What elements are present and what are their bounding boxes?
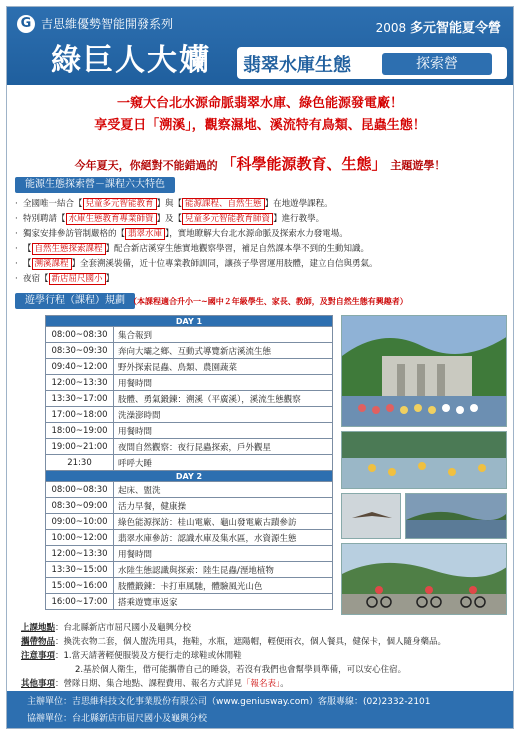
schedule-time: 21:30	[46, 455, 114, 471]
footer	[7, 691, 513, 729]
camp-subtitle-tag: 探索營	[382, 53, 492, 75]
tagline-after: 主題遊學！	[390, 159, 446, 172]
schedule-row	[46, 455, 333, 471]
schedule-activity: 肢體、勇氣鍛鍊：溯溪（平廣溪），溪流生態觀察	[114, 391, 333, 407]
schedule-heading: 遊學行程（課程）規劃	[15, 293, 135, 309]
schedule-row	[46, 546, 333, 562]
camp-subtitle: 翡翠水庫生態	[243, 55, 351, 76]
schedule-time: 13:30~17:00	[46, 391, 114, 407]
camp-year: 2008	[375, 21, 407, 35]
schedule-activity: 呼呼大睡	[114, 455, 333, 471]
venue-note: 上課地點：台北縣新店市屈尺國小及龜興分校	[21, 623, 192, 633]
schedule-row	[46, 423, 333, 439]
schedule-row	[46, 498, 333, 514]
schedule-row	[46, 482, 333, 498]
attention-note: 注意事項：1.當天請著輕便服裝及方便行走的球鞋或休閒鞋	[21, 651, 242, 661]
notes	[21, 621, 509, 691]
camp-year-title	[376, 17, 501, 36]
feature-item: · 獨家安排參訪管制嚴格的【 翡翠水庫 】，實地瞭解大台北水源命脈及探索水力發電場。	[15, 227, 507, 242]
schedule-row	[46, 391, 333, 407]
schedule-time: 19:00~21:00	[46, 439, 114, 455]
schedule-activity: 翡翠水庫參訪：認識水庫及集水區，水資源生態	[114, 530, 333, 546]
slogan-line-2: 享受夏日「溯溪」，觀察濕地、溪流特有鳥類、昆蟲生態！	[94, 118, 426, 133]
schedule-note: （本課程適合升小一~國中２年級學生、家長、教師，及對自然生態有興趣者）	[129, 297, 408, 306]
flyer-header	[7, 7, 513, 85]
features-heading: 能源生態探索營－課程六大特色	[15, 177, 175, 193]
brand-logo-icon: G	[17, 15, 35, 33]
schedule-activity: 用餐時間	[114, 546, 333, 562]
schedule-activity: 野外探索昆蟲、鳥類、農園蔬菜	[114, 359, 333, 375]
series-name: 吉思維優勢智能開發系列	[41, 17, 174, 31]
schedule-row	[46, 439, 333, 455]
slogan	[7, 93, 513, 137]
schedule-time: 08:30~09:30	[46, 343, 114, 359]
dam-water-photo	[405, 493, 507, 539]
schedule-time: 08:00~08:30	[46, 327, 114, 343]
schedule-activity: 肢體鍛鍊：卡打車風馳，體驗風光山色	[114, 578, 333, 594]
feature-item: · 全國唯一結合【 兒童多元智能教育 】與【 能源課程、自然生態 】在地遊學課程。	[15, 197, 507, 212]
schedule-row	[46, 578, 333, 594]
day-header-row	[46, 316, 333, 327]
schedule-activity: 奔向大壩之鄉、互動式導覽新店溪流生態	[114, 343, 333, 359]
slogan-line-1: 一窺大台北水源命脈翡翠水庫、綠色能源發電廠！	[116, 96, 403, 111]
attention-note-2: 2.基於個人衛生，借可能攜帶自己的睡袋，若沒有我們也會幫學員準備，可以安心住宿。	[75, 665, 407, 675]
schedule-activity: 水陸生態認識與探索：陸生昆蟲/溼地植物	[114, 562, 333, 578]
schedule-row	[46, 514, 333, 530]
schedule-row	[46, 407, 333, 423]
schedule-row	[46, 530, 333, 546]
feature-item: · 【 自然生態探索課程 】配合新店溪穿生態實地觀察學習，補足自然課本學不到的生動知識。	[15, 242, 507, 257]
schedule-activity: 起床、盥洗	[114, 482, 333, 498]
schedule-row	[46, 375, 333, 391]
schedule-row	[46, 327, 333, 343]
feature-list	[15, 197, 507, 287]
tagline-highlight: 「科學能源教育、生態」	[221, 155, 387, 173]
schedule-time: 08:00~08:30	[46, 482, 114, 498]
dam-photo	[341, 315, 507, 427]
main-title: 綠巨人大孏	[51, 43, 211, 78]
feature-item: · 【 溯溪課程 】全套溯溪裝備，近十位專業教師訓同，讓孩子學習運用肢體，建立自信與勇氣。	[15, 257, 507, 272]
items-note: 攜帶物品：換洗衣物二套，個人盥洗用具，拖鞋，水瓶，遮陽帽，輕便雨衣，個人餐具，健保卡，個人隨身藥品。	[21, 637, 447, 647]
river-tracing-photo	[341, 431, 507, 489]
schedule-activity: 綠色能源探訪：桂山電廠、龜山發電廠古蹟參訪	[114, 514, 333, 530]
schedule-time: 16:00~17:00	[46, 594, 114, 610]
schedule-activity: 用餐時間	[114, 423, 333, 439]
schedule-activity: 洗澡澎時間	[114, 407, 333, 423]
schedule-time: 09:40~12:00	[46, 359, 114, 375]
schedule-activity: 夜間自然觀察：夜行昆蟲探索，戶外觀星	[114, 439, 333, 455]
schedule-row	[46, 562, 333, 578]
flyer-page	[6, 6, 514, 729]
schedule-time: 15:00~16:00	[46, 578, 114, 594]
schedule-time: 09:00~10:00	[46, 514, 114, 530]
other-note: 其他事項：營隊日期、集合地點、課程費用、報名方式詳見「報名表」。	[21, 679, 289, 689]
schedule-time: 13:30~15:00	[46, 562, 114, 578]
schedule-time: 10:00~12:00	[46, 530, 114, 546]
tagline	[7, 153, 513, 174]
schedule-table	[45, 315, 333, 610]
schedule-row	[46, 343, 333, 359]
schedule-activity: 集合報到	[114, 327, 333, 343]
tagline-before: 今年夏天，你絕對不能錯過的	[74, 159, 218, 172]
camp-name: 多元智能夏令營	[409, 21, 501, 36]
schedule-time: 17:00~18:00	[46, 407, 114, 423]
schedule-time: 18:00~19:00	[46, 423, 114, 439]
bird-photo	[341, 493, 401, 539]
cycling-photo	[341, 543, 507, 615]
schedule-time: 12:00~13:30	[46, 375, 114, 391]
schedule-row	[46, 594, 333, 610]
schedule-activity: 活力早餐，健康操	[114, 498, 333, 514]
organizer-line: 主辦單位：吉思維科技文化事業股份有限公司（www.geniusway.com）客服專線：(02)2332-2101	[27, 697, 431, 707]
schedule-time: 08:30~09:00	[46, 498, 114, 514]
day-label: DAY 1	[46, 316, 333, 327]
feature-item: · 夜宿【 新店屈尺國小 】	[15, 272, 507, 287]
schedule-activity: 搭乘遊覽車返家	[114, 594, 333, 610]
schedule-activity: 用餐時間	[114, 375, 333, 391]
co-organizer-line: 協辦單位：台北縣新店市屈尺國小及龜興分校	[27, 714, 208, 724]
feature-item: · 特別聘請【 水庫生態教育專業師資 】及【 兒童多元智能教育師資 】進行教學。	[15, 212, 507, 227]
day-header-row	[46, 471, 333, 482]
day-label: DAY 2	[46, 471, 333, 482]
schedule-row	[46, 359, 333, 375]
schedule-time: 12:00~13:30	[46, 546, 114, 562]
